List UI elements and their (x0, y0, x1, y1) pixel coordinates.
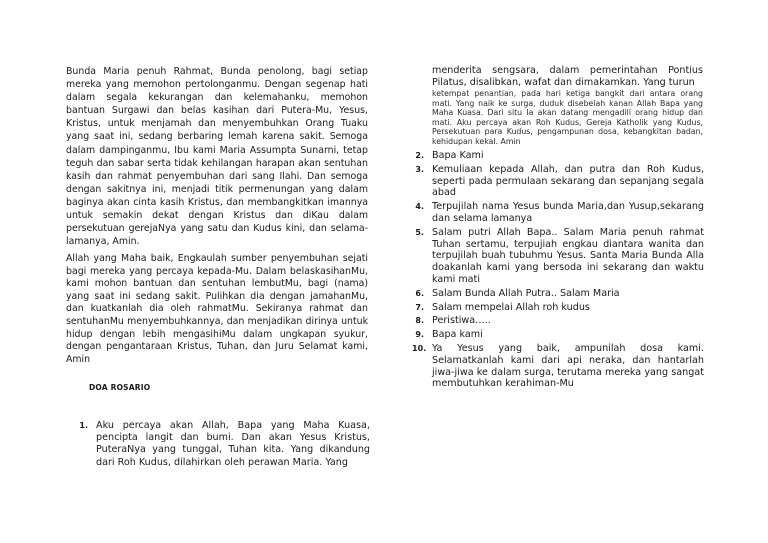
list-item-number: 9. (415, 330, 424, 340)
list-item-text: Salam Bunda Allah Putra.. Salam Maria (432, 287, 620, 299)
list-item-number: 3. (415, 164, 424, 174)
list-item (412, 315, 704, 327)
list-item (412, 329, 704, 341)
list-item-text: Salam putri Allah Bapa.. Salam Maria penuh rahmat Tuhan sertamu, terpujiah engkau diantara wanita dan terpujilah buah tubuhmu Yesus. Santa Maria Bunda Alla doakanlah kami yang bersoda ini sekarang dan waktu kami mati (432, 226, 704, 285)
list-item-number: 7. (415, 302, 424, 312)
list-item (412, 164, 704, 199)
creed-continuation (432, 65, 703, 147)
list-item-number: 10. (412, 343, 427, 353)
list-item-text: Bapa Kami (432, 150, 484, 161)
rosary-list-right (412, 150, 704, 390)
section-heading-rosario: DOA ROSARIO (89, 383, 151, 392)
list-item-text: Aku percaya akan Allah, Bapa yang Maha Kuasa, pencipta langit dan bumi. Dan akan Yesus Kristus, PuteraNya yang tunggal, Tuhan kita. Yang dikandung dari Roh Kudus, dilahirkan oleh perawan Maria. Yang (96, 420, 370, 468)
list-item (412, 288, 704, 300)
list-item (412, 302, 704, 314)
list-item-number: 5. (415, 227, 424, 237)
list-item-number: 6. (415, 288, 424, 298)
intro-prayer-paragraph: Bunda Maria penuh Rahmat, Bunda penolong, bagi setiap mereka yang memohon pertolonganmu. Dengan segenap hati dalam segala kekurangan dan kelemahanku, memohon bantuan Surgawi dan belas kasihan dari Putera-Mu, Yesus, Kristus, untuk menjamah dan menyembuhkan Orang Tuaku yang saat ini, sedang berbaring lemah karena sakit. Semoga dalam dampinganmu, Ibu kami Maria Assumpta Sunarni, tetap teguh dan sabar serta tidak kehilangan harapan akan sentuhan kasih dan rahmat penyembuhan dari sang Ilahi. Dan semoga dengan sakitnya ini, menjadi titik permenungan yang dalam baginya akan cinta kasih Kristus, dan membangkitkan imannya untuk semakin dekat dengan Kristus dan diKau dalam persekutuan gerejaNya yang satu dan Kudus kini, dan selama-lamanya, Amin. (66, 66, 368, 248)
list-item-text: Terpujilah nama Yesus bunda Maria,dan Yusup,sekarang dan selama lamanya (432, 201, 704, 224)
list-item (412, 201, 704, 225)
list-item-text: Ya Yesus yang baik, ampunilah dosa kami. Selamatkanlah kami dari api neraka, dan hantarlah jiwa-jiwa ke dalam surga, terutama mereka yang sangat membutuhkan kerahiman-Mu (432, 342, 704, 390)
creed-continuation-text: menderita sengsara, dalam pemerintahan Pontius Pilatus, disalibkan, wafat dan dimakamkan. Yang turun (432, 65, 703, 88)
list-item-number: 1. (79, 421, 88, 430)
list-item-text: Salam mempelai Allah roh kudus (432, 301, 590, 313)
list-item (412, 227, 704, 286)
list-item-number: 8. (415, 316, 424, 326)
healing-prayer-paragraph: Allah yang Maha baik, Engkaulah sumber penyembuhan sejati bagi mereka yang percaya kepada-Mu. Dalam belaskasihanMu, kami mohon bantuan dan sentuhan lembutMu, bagi (nama) yang saat ini sedang sakit. Pulihkan dia dengan jamahanMu, dan kuatkanlah dia oleh rahmatMu. Sekiranya rahmat dan sentuhanMu menyembuhkannya, dan menjadikan dirinya untuk hidup dengan lebih mengasihiMu dalam ungkapan syukur, dengan pengantaraan Kristus, Tuhan, dan Juru Selamat kami, Amin (66, 253, 368, 365)
list-item-text: Kemuliaan kepada Allah, dan putra dan Roh Kudus, seperti pada permulaan sekarang dan sepanjang segala abad (432, 163, 704, 199)
list-item-text: Peristiwa….. (432, 315, 491, 327)
creed-continuation-small-text: ketempat penantian, pada hari ketiga bangkit dari antara orang mati. Yang naik ke surga, duduk disebelah kanan Allah Bapa yang Maha Kuasa. Dari situ Ia akan datang mengadili orang hidup dan mati. Aku percaya akan Roh Kudus, Gereja Katholik yang Kudus, Persekutuan para Kudus, pengampunan dosa, kebangkitan badan, kehidupan kekal. Amin (432, 89, 703, 146)
list-item (66, 420, 370, 469)
list-item-text: Bapa kami (432, 329, 483, 341)
list-item-number: 4. (415, 202, 424, 212)
list-item (412, 343, 704, 390)
list-item-number: 2. (415, 151, 424, 160)
list-item (412, 150, 704, 162)
rosary-list-left (66, 420, 370, 469)
